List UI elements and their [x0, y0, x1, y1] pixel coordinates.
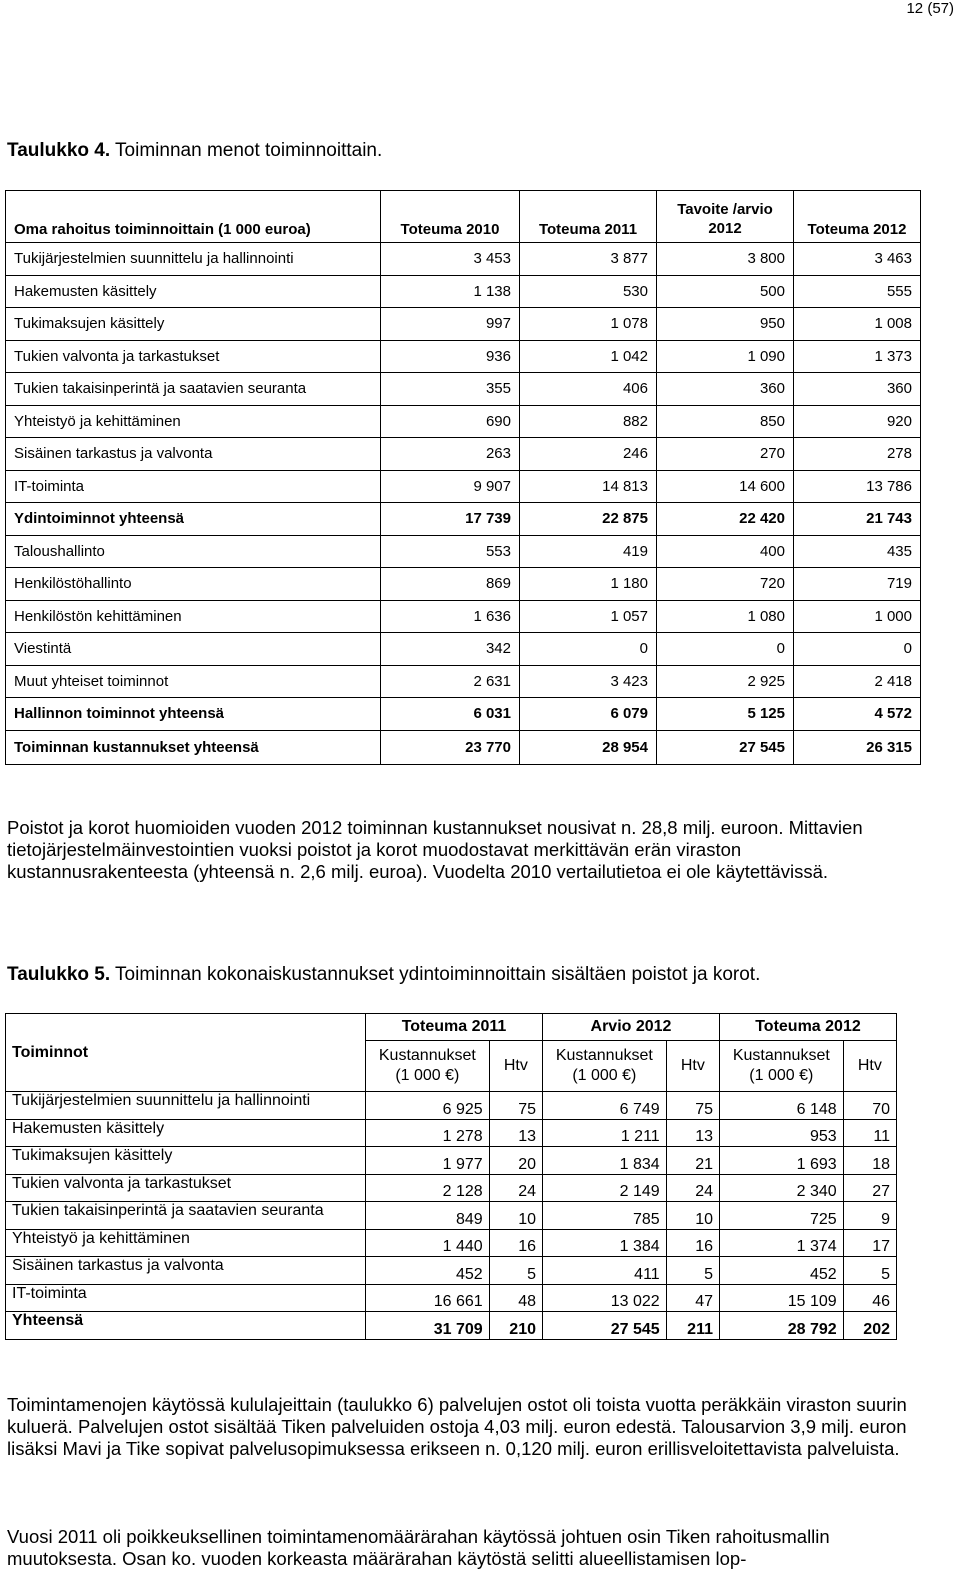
- table-row-label: Taloushallinto: [6, 535, 381, 568]
- table-row: [6, 373, 921, 406]
- table4: [5, 190, 921, 765]
- table-cell-value: 355: [381, 373, 520, 406]
- table-cell-value: 14 600: [657, 470, 794, 503]
- table-cell-value: 5: [843, 1257, 896, 1285]
- table4-caption: [7, 140, 382, 162]
- table-cell-value: 270: [657, 438, 794, 471]
- table-row: [6, 470, 921, 503]
- table-cell-value: 6 749: [543, 1092, 667, 1120]
- table-row-label: Tukien takaisinperintä ja saatavien seuranta: [6, 1202, 366, 1230]
- table-cell-value: 211: [666, 1312, 719, 1340]
- table5-htv-header: Htv: [843, 1041, 896, 1092]
- table-cell-value: 11: [843, 1119, 896, 1147]
- table-cell-value: 1 693: [719, 1147, 843, 1175]
- table-cell-value: 1 440: [366, 1229, 490, 1257]
- table-cell-value: 1 000: [794, 600, 921, 633]
- table-cell-value: 21 743: [794, 503, 921, 536]
- table-cell-value: 452: [719, 1257, 843, 1285]
- table-cell-value: 690: [381, 405, 520, 438]
- table-cell-value: 10: [666, 1202, 719, 1230]
- table-cell-value: 725: [719, 1202, 843, 1230]
- table-row: [6, 405, 921, 438]
- table-cell-value: 720: [657, 568, 794, 601]
- table-cell-value: 0: [794, 633, 921, 666]
- table-row-label: Henkilöstön kehittäminen: [6, 600, 381, 633]
- table-cell-value: 18: [843, 1147, 896, 1175]
- table-cell-value: 9: [843, 1202, 896, 1230]
- table-cell-value: 6 031: [381, 698, 520, 731]
- table5-cost-header: Kustannukset (1 000 €): [719, 1041, 843, 1092]
- table-cell-value: 47: [666, 1284, 719, 1312]
- table-cell-value: 1 374: [719, 1229, 843, 1257]
- table-row: [6, 535, 921, 568]
- table-cell-value: 360: [794, 373, 921, 406]
- table5-row-header: Toiminnot: [6, 1014, 366, 1092]
- table-cell-value: 869: [381, 568, 520, 601]
- table-cell-value: 849: [366, 1202, 490, 1230]
- table5-group-header: Arvio 2012: [543, 1014, 720, 1041]
- table-cell-value: 1 977: [366, 1147, 490, 1175]
- table-cell-value: 360: [657, 373, 794, 406]
- table-cell-value: 31 709: [366, 1312, 490, 1340]
- table-cell-value: 850: [657, 405, 794, 438]
- table-cell-value: 5 125: [657, 698, 794, 731]
- table-row: [6, 308, 921, 341]
- page-number: 12 (57): [906, 0, 954, 17]
- table-row: [6, 1229, 897, 1257]
- table-row-label: Hakemusten käsittely: [6, 275, 381, 308]
- table-cell-value: 28 954: [520, 730, 657, 764]
- table4-header: Toteuma 2010: [381, 191, 520, 243]
- table-cell-value: 342: [381, 633, 520, 666]
- table-row: [6, 600, 921, 633]
- paragraph-depreciation: Poistot ja korot huomioiden vuoden 2012 toiminnan kustannukset nousivat n. 28,8 milj. euroon. Mittavien tietojärjestelmäinvestointien vuoksi poistot ja korot muodostavat merkittävän erän viraston kustannusrakenteesta (yhteensä n. 2,6 milj. euroa). Vuodelta 2010 vertailutietoa ei ole käytettävissä.: [7, 817, 863, 882]
- table-cell-value: 3 453: [381, 243, 520, 276]
- table-cell-value: 3 423: [520, 665, 657, 698]
- table-cell-value: 13: [489, 1119, 542, 1147]
- table-cell-value: 0: [657, 633, 794, 666]
- table-cell-value: 27 545: [543, 1312, 667, 1340]
- table-cell-value: 28 792: [719, 1312, 843, 1340]
- table-row: [6, 665, 921, 698]
- table-cell-value: 48: [489, 1284, 542, 1312]
- table5-htv-header: Htv: [666, 1041, 719, 1092]
- table-row-label: Sisäinen tarkastus ja valvonta: [6, 438, 381, 471]
- table-cell-value: 5: [666, 1257, 719, 1285]
- table-cell-value: 23 770: [381, 730, 520, 764]
- table-row-label: Tukien takaisinperintä ja saatavien seuranta: [6, 373, 381, 406]
- table-row-label: Viestintä: [6, 633, 381, 666]
- table-cell-value: 411: [543, 1257, 667, 1285]
- table5-cost-header: Kustannukset (1 000 €): [366, 1041, 490, 1092]
- table-row-label: Yhteistyö ja kehittäminen: [6, 405, 381, 438]
- table-row: [6, 1202, 897, 1230]
- table-cell-value: 2 128: [366, 1174, 490, 1202]
- table-row: [6, 340, 921, 373]
- table5-body: [6, 1092, 897, 1340]
- table-row: [6, 1312, 897, 1340]
- table-cell-value: 1 834: [543, 1147, 667, 1175]
- table-cell-value: 3 463: [794, 243, 921, 276]
- table-cell-value: 555: [794, 275, 921, 308]
- table-cell-value: 530: [520, 275, 657, 308]
- table4-header: Oma rahoitus toiminnoittain (1 000 euroa): [6, 191, 381, 243]
- table-row-label: Hakemusten käsittely: [6, 1119, 366, 1147]
- paragraph-service-purchases: Toimintamenojen käytössä kululajeittain (taulukko 6) palvelujen ostot oli toista vuotta peräkkäin viraston suurin kuluerä. Palvelujen ostot sisältää Tiken palveluiden ostoja 4,03 milj. euron edestä. Talousarvion 3,9 milj. euron lisäksi Mavi ja Tike sopivat palvelusopimuksessa erikseen n. 0,120 milj. euron erillisveloitettavista palveluista.: [7, 1394, 907, 1459]
- table-cell-value: 419: [520, 535, 657, 568]
- table-cell-value: 16 661: [366, 1284, 490, 1312]
- table-cell-value: 882: [520, 405, 657, 438]
- table-cell-value: 46: [843, 1284, 896, 1312]
- table-row-label: IT-toiminta: [6, 470, 381, 503]
- table-cell-value: 278: [794, 438, 921, 471]
- table-cell-value: 2 340: [719, 1174, 843, 1202]
- table-cell-value: 20: [489, 1147, 542, 1175]
- table-cell-value: 1 138: [381, 275, 520, 308]
- table-cell-value: 785: [543, 1202, 667, 1230]
- table-cell-value: 70: [843, 1092, 896, 1120]
- table-row: [6, 1174, 897, 1202]
- table-cell-value: 263: [381, 438, 520, 471]
- table-cell-value: 16: [489, 1229, 542, 1257]
- table-row-label: Yhteistyö ja kehittäminen: [6, 1229, 366, 1257]
- table4-header: Tavoite /arvio 2012: [657, 191, 794, 243]
- table5-group-header: Toteuma 2012: [719, 1014, 896, 1041]
- table4-caption-text: Toiminnan menot toiminnoittain.: [110, 140, 383, 161]
- table-cell-value: 997: [381, 308, 520, 341]
- table-cell-value: 950: [657, 308, 794, 341]
- table-row-label: Hallinnon toiminnot yhteensä: [6, 698, 381, 731]
- table-cell-value: 22 420: [657, 503, 794, 536]
- table5-group-row: [6, 1014, 897, 1041]
- table-cell-value: 10: [489, 1202, 542, 1230]
- table-cell-value: 1 373: [794, 340, 921, 373]
- table-row: [6, 1119, 897, 1147]
- table-cell-value: 24: [666, 1174, 719, 1202]
- table-cell-value: 210: [489, 1312, 542, 1340]
- table-row-label: Henkilöstöhallinto: [6, 568, 381, 601]
- table-cell-value: 13 786: [794, 470, 921, 503]
- table-cell-value: 0: [520, 633, 657, 666]
- table-cell-value: 6 925: [366, 1092, 490, 1120]
- table-cell-value: 2 925: [657, 665, 794, 698]
- table-cell-value: 14 813: [520, 470, 657, 503]
- table4-caption-label: Taulukko 4.: [7, 140, 111, 161]
- table-cell-value: 13 022: [543, 1284, 667, 1312]
- table-row-label: Muut yhteiset toiminnot: [6, 665, 381, 698]
- table-row: [6, 243, 921, 276]
- table-row: [6, 568, 921, 601]
- table-row-label: Tukien valvonta ja tarkastukset: [6, 1174, 366, 1202]
- table-cell-value: 6 079: [520, 698, 657, 731]
- table-row: [6, 1092, 897, 1120]
- table-cell-value: 1 636: [381, 600, 520, 633]
- table-cell-value: 1 090: [657, 340, 794, 373]
- table-row-label: Sisäinen tarkastus ja valvonta: [6, 1257, 366, 1285]
- table-cell-value: 553: [381, 535, 520, 568]
- table-row: [6, 633, 921, 666]
- table-cell-value: 21: [666, 1147, 719, 1175]
- table-cell-value: 920: [794, 405, 921, 438]
- table-cell-value: 1 180: [520, 568, 657, 601]
- table-cell-value: 24: [489, 1174, 542, 1202]
- table-cell-value: 936: [381, 340, 520, 373]
- table-cell-value: 9 907: [381, 470, 520, 503]
- table5-caption-text: Toiminnan kokonaiskustannukset ydintoiminnoittain sisältäen poistot ja korot.: [110, 964, 761, 985]
- table-row: [6, 1284, 897, 1312]
- table-cell-value: 1 384: [543, 1229, 667, 1257]
- table-cell-value: 246: [520, 438, 657, 471]
- table-row: [6, 438, 921, 471]
- table-row-label: Yhteensä: [6, 1312, 366, 1340]
- table-row-label: Tukimaksujen käsittely: [6, 1147, 366, 1175]
- table-cell-value: 406: [520, 373, 657, 406]
- table-cell-value: 1 278: [366, 1119, 490, 1147]
- table-row: [6, 503, 921, 536]
- table5-caption: [7, 964, 760, 986]
- table-cell-value: 1 057: [520, 600, 657, 633]
- table-cell-value: 15 109: [719, 1284, 843, 1312]
- table-cell-value: 27 545: [657, 730, 794, 764]
- table4-header-text: Toteuma 2011: [538, 221, 638, 238]
- table-row-label: Toiminnan kustannukset yhteensä: [6, 730, 381, 764]
- table-cell-value: 202: [843, 1312, 896, 1340]
- table-cell-value: 452: [366, 1257, 490, 1285]
- table5-htv-header: Htv: [489, 1041, 542, 1092]
- table-cell-value: 400: [657, 535, 794, 568]
- table-cell-value: 2 149: [543, 1174, 667, 1202]
- table-cell-value: 500: [657, 275, 794, 308]
- table-row: [6, 1257, 897, 1285]
- table-cell-value: 1 008: [794, 308, 921, 341]
- table-cell-value: 17: [843, 1229, 896, 1257]
- table-cell-value: 27: [843, 1174, 896, 1202]
- table-row: [6, 275, 921, 308]
- table-cell-value: 75: [666, 1092, 719, 1120]
- table-row: [6, 730, 921, 764]
- table4-header: [520, 191, 657, 243]
- table5: [5, 1013, 897, 1340]
- table-row-label: IT-toiminta: [6, 1284, 366, 1312]
- table-cell-value: 6 148: [719, 1092, 843, 1120]
- table-cell-value: 22 875: [520, 503, 657, 536]
- table-cell-value: 3 800: [657, 243, 794, 276]
- table-cell-value: 26 315: [794, 730, 921, 764]
- table5-group-header: Toteuma 2011: [366, 1014, 543, 1041]
- table-cell-value: 1 211: [543, 1119, 667, 1147]
- table-cell-value: 3 877: [520, 243, 657, 276]
- table-row-label: Tukijärjestelmien suunnittelu ja hallinnointi: [6, 243, 381, 276]
- table-cell-value: 75: [489, 1092, 542, 1120]
- table-cell-value: 435: [794, 535, 921, 568]
- table-cell-value: 4 572: [794, 698, 921, 731]
- table5-caption-label: Taulukko 5.: [7, 964, 111, 985]
- table-cell-value: 13: [666, 1119, 719, 1147]
- table-cell-value: 2 418: [794, 665, 921, 698]
- table-cell-value: 1 078: [520, 308, 657, 341]
- table4-header: Toteuma 2012: [794, 191, 921, 243]
- table-row: [6, 1147, 897, 1175]
- table-row-label: Tukien valvonta ja tarkastukset: [6, 340, 381, 373]
- table4-body: [6, 243, 921, 765]
- table-cell-value: 719: [794, 568, 921, 601]
- table-cell-value: 2 631: [381, 665, 520, 698]
- paragraph-appropriation: Vuosi 2011 oli poikkeuksellinen toimintamenomäärärahan käytössä johtuen osin Tiken rahoitusmallin muutoksesta. Osan ko. vuoden korkeasta määrärahan käytöstä selitti alueellistamisen lop-: [7, 1526, 830, 1569]
- table-cell-value: 1 042: [520, 340, 657, 373]
- table-row-label: Tukijärjestelmien suunnittelu ja hallinnointi: [6, 1092, 366, 1120]
- table-row-label: Ydintoiminnot yhteensä: [6, 503, 381, 536]
- table4-header-row: [6, 191, 921, 243]
- table5-cost-header: Kustannukset (1 000 €): [543, 1041, 667, 1092]
- table-cell-value: 16: [666, 1229, 719, 1257]
- table-cell-value: 1 080: [657, 600, 794, 633]
- table-cell-value: 17 739: [381, 503, 520, 536]
- table-cell-value: 5: [489, 1257, 542, 1285]
- table-row: [6, 698, 921, 731]
- table-cell-value: 953: [719, 1119, 843, 1147]
- table-row-label: Tukimaksujen käsittely: [6, 308, 381, 341]
